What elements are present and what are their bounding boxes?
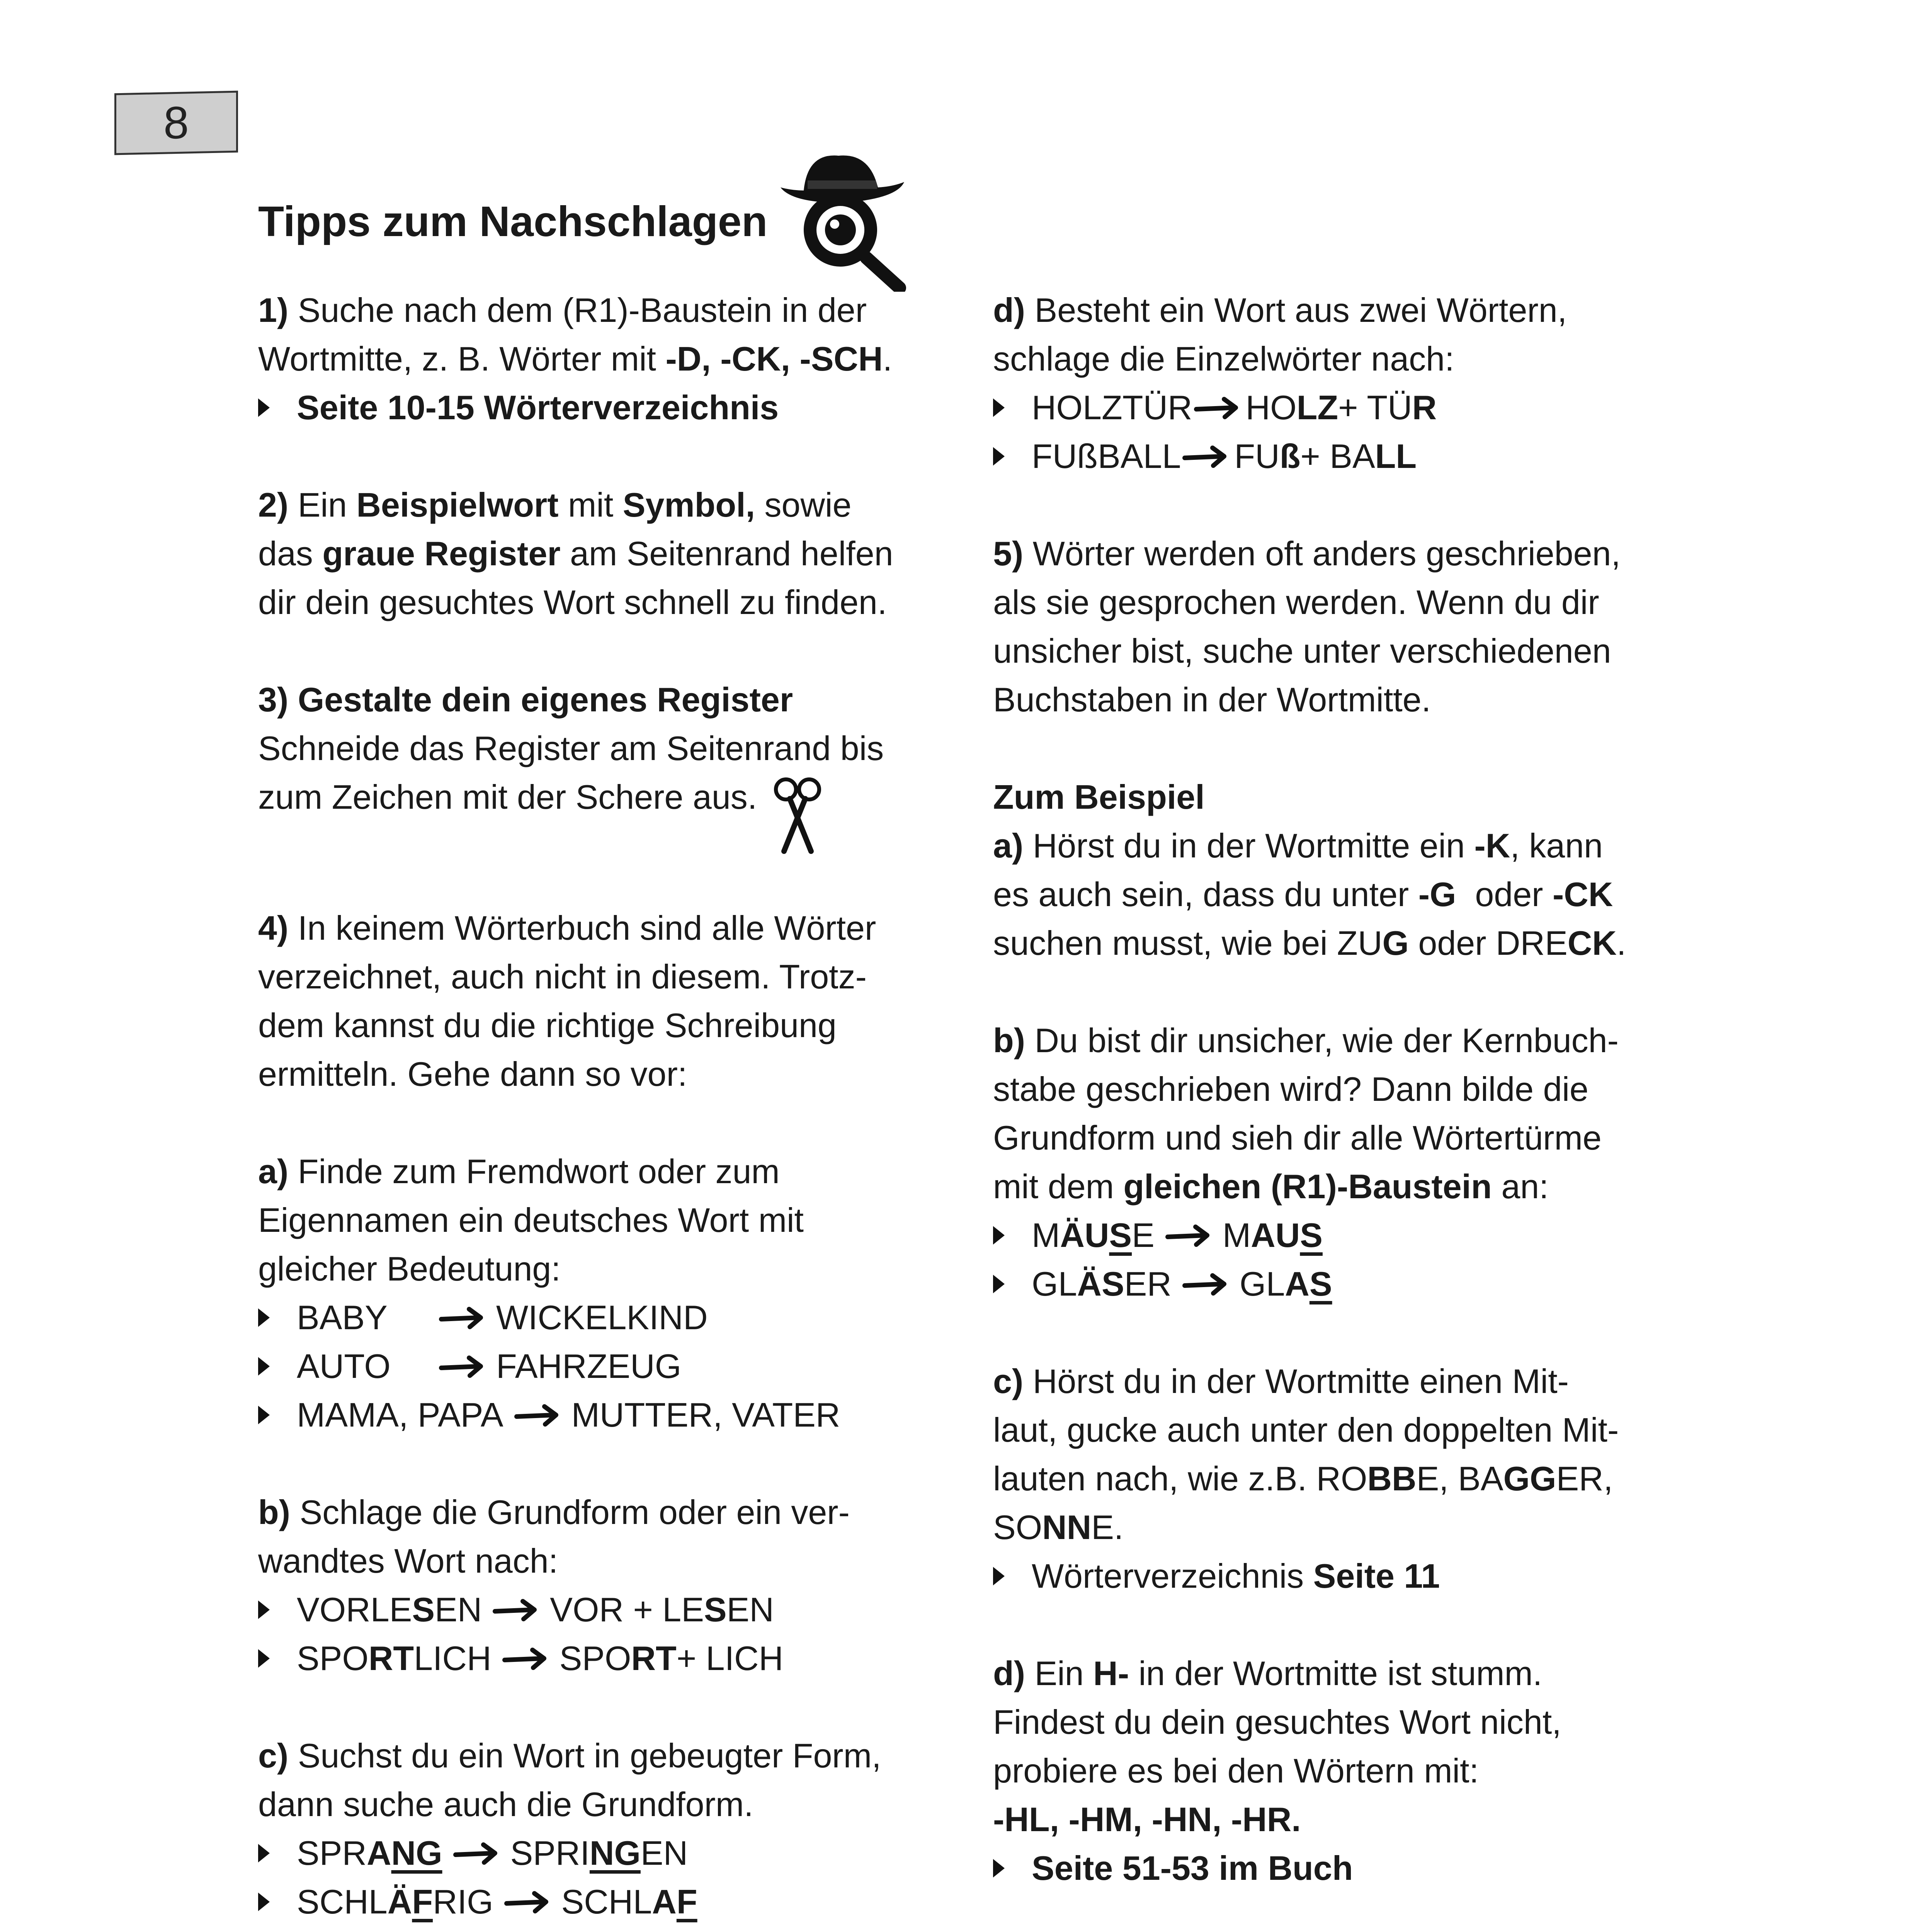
triangle-bullet-icon bbox=[258, 1649, 270, 1668]
list-item: BABY WICKELKIND bbox=[258, 1293, 965, 1342]
list-item: HOLZTÜR HO LZ + TÜ R bbox=[993, 383, 1708, 432]
arrow-right-icon bbox=[439, 1355, 485, 1378]
list-item: SCHL Ä F RIG SCHL A F bbox=[258, 1878, 965, 1926]
list-item: Seite 10-15 Wörterverzeichnis bbox=[258, 383, 965, 432]
list-item: Seite 51-53 im Buch bbox=[993, 1844, 1708, 1893]
tip-1: 1) Suche nach dem (R1)-Baustein in der Wortmitte, z. B. Wörter mit -D, -CK, -SCH. Seite 10-15 Wörterverzeichnis bbox=[258, 286, 965, 432]
scissors-icon bbox=[769, 774, 827, 855]
arrow-right-icon bbox=[493, 1598, 539, 1621]
tip-4a: a) Finde zum Fremdwort oder zum Eigennamen ein deutsches Wort mit gleicher Bedeutung: BABY WICKELKIND AUTO FAHRZEUG MAMA, PAPA MUTTER, VATER bbox=[258, 1147, 965, 1439]
list-item: VORLE S EN VOR + LE S EN bbox=[258, 1585, 965, 1634]
triangle-bullet-icon bbox=[258, 1357, 270, 1376]
triangle-bullet-icon bbox=[993, 447, 1005, 466]
list-item: SPR A NG SPRI NG EN bbox=[258, 1829, 965, 1878]
triangle-bullet-icon bbox=[993, 1567, 1005, 1585]
list-item: GL Ä S ER GL A S bbox=[993, 1260, 1708, 1308]
arrow-right-icon bbox=[502, 1647, 549, 1670]
tip-2: 2) Ein Beispielwort mit Symbol, sowie das graue Register am Seitenrand helfen dir dein gesuchtes Wort schnell zu finden. bbox=[258, 486, 893, 621]
list-item: FUßBALL FU ß + BA LL bbox=[993, 432, 1708, 481]
arrow-right-icon bbox=[1194, 396, 1240, 419]
arrow-right-icon bbox=[1182, 445, 1229, 468]
example-d: d) Ein H- in der Wortmitte ist stumm. Findest du dein gesuchtes Wort nicht, probiere es bei den Wörtern mit: -HL, -HM, -HN, -HR. Seite 51-53 im Buch bbox=[993, 1649, 1708, 1893]
tip-3: 3) Gestalte dein eigenes Register Schneide das Register am Seitenrand bis zum Zeichen mit der Schere aus. bbox=[258, 675, 965, 855]
triangle-bullet-icon bbox=[258, 398, 270, 417]
example-a: Zum Beispiel a) Hörst du in der Wortmitte ein -K, kann es auch sein, dass du unter -G oder -CK suchen musst, wie bei ZUG oder DRECK. bbox=[993, 778, 1626, 962]
detective-magnifier-icon bbox=[777, 145, 908, 292]
triangle-bullet-icon bbox=[258, 1844, 270, 1862]
triangle-bullet-icon bbox=[258, 1308, 270, 1327]
example-b: b) Du bist dir unsicher, wie der Kernbuch- stabe geschrieben wird? Dann bilde die Grundform und sieh dir alle Wörtertürme mit dem gleichen (R1)-Baustein an: M ÄU S E M AU S GL Ä S ER GL A S bbox=[993, 1016, 1708, 1308]
page-number: 8 bbox=[163, 97, 189, 149]
triangle-bullet-icon bbox=[993, 398, 1005, 417]
list-item: MAMA, PAPA MUTTER, VATER bbox=[258, 1391, 965, 1439]
list-item: Wörterverzeichnis Seite 11 bbox=[993, 1552, 1708, 1600]
tip-5: 5) Wörter werden oft anders geschrieben, als sie gesprochen werden. Wenn du dir unsicher bist, suche unter verschiedenen Buchstaben in der Wortmitte. bbox=[993, 534, 1621, 719]
arrow-right-icon bbox=[439, 1306, 485, 1329]
triangle-bullet-icon bbox=[993, 1859, 1005, 1878]
arrow-right-icon bbox=[1182, 1272, 1229, 1296]
example-c: c) Hörst du in der Wortmitte einen Mit- laut, gucke auch unter den doppelten Mit- lauten nach, wie z.B. ROBBE, BAGGER, SONNE. Wörterverzeichnis Seite 11 bbox=[993, 1357, 1708, 1600]
list-item: M ÄU S E M AU S bbox=[993, 1211, 1708, 1260]
triangle-bullet-icon bbox=[993, 1226, 1005, 1245]
page-number-tab bbox=[114, 91, 238, 155]
triangle-bullet-icon bbox=[258, 1600, 270, 1619]
list-item: AUTO FAHRZEUG bbox=[258, 1342, 965, 1391]
list-item: SPO RT LICH SPO RT + LICH bbox=[258, 1634, 965, 1683]
tip-4b: b) Schlage die Grundform oder ein ver- wandtes Wort nach: VORLE S EN VOR + LE S EN SPO RT LICH SPO RT + LICH bbox=[258, 1488, 965, 1683]
triangle-bullet-icon bbox=[258, 1406, 270, 1424]
arrow-right-icon bbox=[453, 1842, 500, 1865]
right-column bbox=[993, 286, 1708, 1932]
triangle-bullet-icon bbox=[993, 1275, 1005, 1293]
left-column bbox=[258, 286, 965, 1932]
tip-4: 4) In keinem Wörterbuch sind alle Wörter verzeichnet, auch nicht in diesem. Trotz- dem kannst du die richtige Schreibung ermitteln. Gehe dann so vor: bbox=[258, 909, 876, 1093]
arrow-right-icon bbox=[504, 1890, 551, 1913]
arrow-right-icon bbox=[514, 1403, 561, 1427]
tip-4c: c) Suchst du ein Wort in gebeugter Form, dann suche auch die Grundform. SPR A NG SPRI NG EN SCHL Ä F RIG SCHL A F bbox=[258, 1731, 965, 1926]
tip-4d: d) Besteht ein Wort aus zwei Wörtern, schlage die Einzelwörter nach: HOLZTÜR HO LZ + TÜ R FUßBALL FU ß + BA LL bbox=[993, 286, 1708, 481]
arrow-right-icon bbox=[1165, 1224, 1212, 1247]
page-title: Tipps zum Nachschlagen bbox=[258, 198, 768, 245]
triangle-bullet-icon bbox=[258, 1893, 270, 1911]
